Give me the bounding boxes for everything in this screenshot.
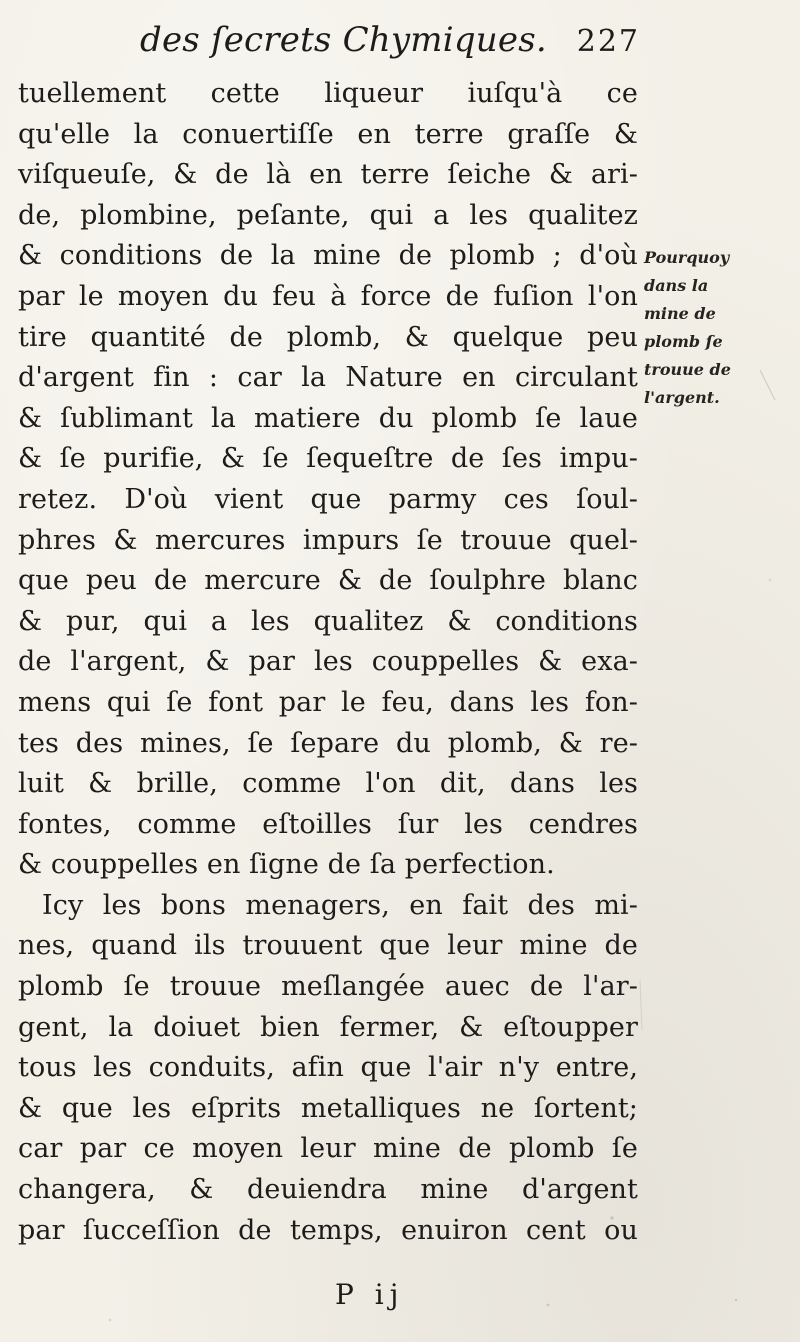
text-line: nes, quand ils trouuent que leur mine de bbox=[18, 930, 638, 962]
text-line: viſqueuſe, & de là en terre ſeiche & ari- bbox=[18, 159, 638, 191]
text-line: tes des mines, ſe ſepare du plomb, & re- bbox=[18, 727, 638, 759]
paragraph-start-line: Icy les bons menagers, en fait des mi- bbox=[42, 889, 638, 921]
marginal-note-line: mine de bbox=[644, 304, 716, 323]
text-line: de, plombine, peſante, qui a les qualitez bbox=[18, 199, 638, 231]
text-line: & ſe purifie, & ſe ſequeſtre de ſes impu- bbox=[18, 443, 638, 475]
text-line: d'argent fin : car la Nature en circulant bbox=[18, 362, 638, 394]
marginal-note bbox=[644, 244, 794, 412]
text-line: gent, la doiuet bien fermer, & eſtoupper bbox=[18, 1011, 638, 1043]
text-line: phres & mercures impurs ſe trouue quel- bbox=[18, 524, 638, 556]
text-line: car par ce moyen leur mine de plomb ſe bbox=[18, 1133, 638, 1165]
text-line: changera, & deuiendra mine d'argent bbox=[18, 1174, 638, 1206]
text-line: retez. D'où vient que parmy ces ſoul- bbox=[18, 483, 638, 515]
text-line: plomb ſe trouue meſlangée auec de l'ar- bbox=[18, 971, 638, 1003]
marginal-note-line: dans la bbox=[644, 276, 709, 295]
text-line: luit & brille, comme l'on dit, dans les bbox=[18, 768, 638, 800]
text-line: de l'argent, & par les couppelles & exa- bbox=[18, 646, 638, 678]
signature-mark: P ij bbox=[335, 1278, 405, 1311]
text-line: fontes, comme eſtoilles ſur les cendres bbox=[18, 808, 638, 840]
text-line: par le moyen du feu à force de fuſion l'on bbox=[18, 280, 638, 312]
text-line: & couppelles en ſigne de ſa perfection. bbox=[18, 849, 555, 881]
marginal-note-line: trouue de bbox=[644, 360, 731, 379]
text-line: tire quantité de plomb, & quelque peu bbox=[18, 321, 638, 353]
body-text bbox=[18, 74, 638, 1251]
text-line: & ſublimant la matiere du plomb ſe laue bbox=[18, 402, 638, 434]
text-line: qu'elle la conuertiſſe en terre graſſe & bbox=[18, 118, 638, 150]
text-line: & pur, qui a les qualitez & conditions bbox=[18, 605, 638, 637]
text-line: par ſucceſſion de temps, enuiron cent ou bbox=[18, 1214, 638, 1246]
text-line: que peu de mercure & de ſoulphre blanc bbox=[18, 565, 638, 597]
page-header bbox=[140, 14, 640, 70]
text-line: tous les conduits, afin que l'air n'y entre, bbox=[18, 1052, 638, 1084]
running-title: des ſecrets Chymiques. bbox=[140, 20, 547, 60]
marginal-note-line: l'argent. bbox=[644, 388, 720, 407]
page-number: 227 bbox=[576, 24, 640, 59]
text-line: mens qui ſe font par le feu, dans les fon- bbox=[18, 686, 638, 718]
text-line: & que les eſprits metalliques ne ſortent; bbox=[18, 1092, 638, 1124]
text-line: & conditions de la mine de plomb ; d'où bbox=[18, 240, 638, 272]
marginal-note-line: Pourquoy bbox=[644, 248, 730, 267]
text-line: tuellement cette liqueur iuſqu'à ce bbox=[18, 78, 638, 109]
marginal-note-line: plomb ſe bbox=[644, 332, 723, 351]
